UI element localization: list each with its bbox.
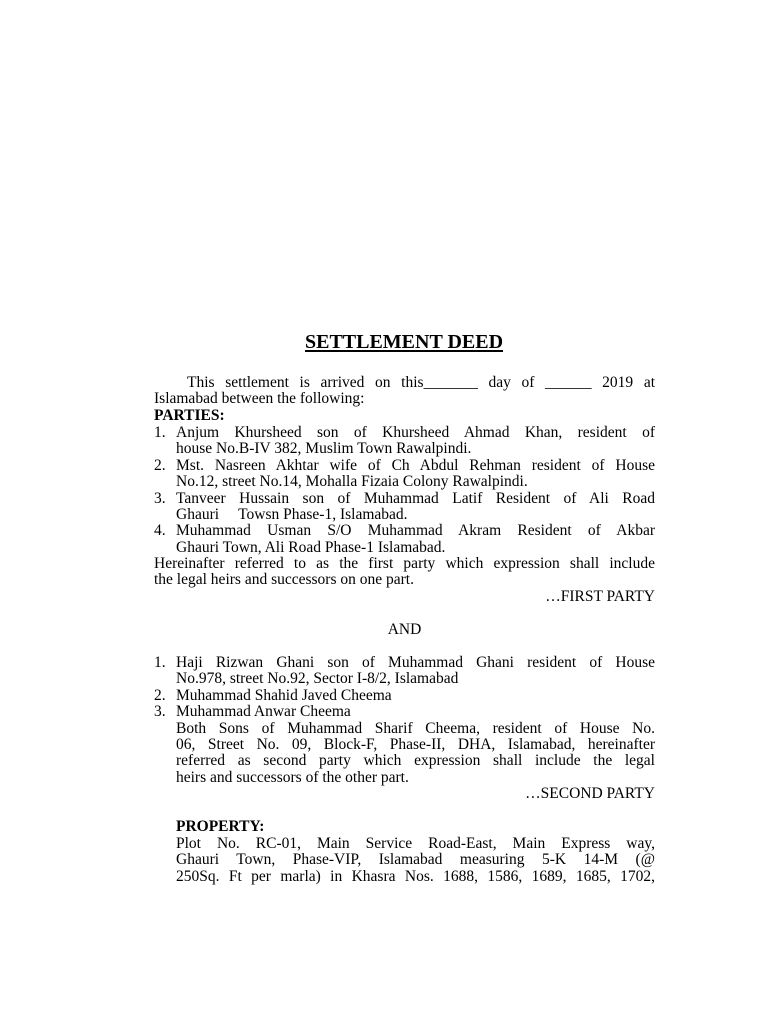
note-line-3: referred as second party which expression shall include the legal (176, 752, 655, 770)
item-line-1: Muhammad Anwar Cheema (176, 703, 351, 721)
item-line-1: Mst. Nasreen Akhtar wife of Ch Abdul Rehman resident of House (176, 456, 655, 474)
note-line-1: Hereinafter referred to as the first party which expression shall include (154, 555, 655, 572)
intro-line-1: This settlement is arrived on this_______ day of ______ 2019 at (187, 374, 655, 391)
intro-paragraph (154, 375, 655, 408)
item-number: 2. (154, 686, 166, 704)
first-party-item-3 (154, 491, 655, 524)
item-number: 4. (154, 522, 166, 540)
and-label: AND (387, 621, 422, 638)
second-parties-list (154, 655, 655, 786)
item-line-2: Ghauri Town, Ali Road Phase-1 Islamabad. (176, 538, 446, 556)
item-number: 1. (154, 654, 166, 671)
item-line-1: Muhammad Usman S/O Muhammad Akram Resident of Akbar (176, 522, 655, 540)
parties-heading: PARTIES: (154, 407, 225, 424)
first-party-item-4 (154, 523, 655, 556)
item-line-2: Ghauri Towsn Phase-1, Islamabad. (176, 506, 408, 524)
property-heading: PROPERTY: (176, 818, 265, 835)
item-number: 2. (154, 456, 166, 474)
second-party-note (154, 721, 655, 787)
property-line-2: Ghauri Town, Phase-VIP, Islamabad measuring 5-K 14-M (@ (176, 851, 655, 869)
note-line-2: 06, Street No. 09, Block-F, Phase-II, DHA, Islamabad, hereinafter (176, 736, 655, 754)
note-line-1: Both Sons of Muhammad Sharif Cheema, resident of House No. (176, 719, 655, 737)
note-line-4: heirs and successors of the other part. (176, 768, 409, 786)
second-party-item-1 (154, 655, 655, 688)
second-party-label: …SECOND PARTY (525, 785, 655, 802)
item-line-1: Muhammad Shahid Javed Cheema (176, 686, 392, 704)
item-line-2: No.12, street No.14, Mohalla Fizaia Colony Rawalpindi. (176, 473, 528, 491)
property-line-3: 250Sq. Ft per marla) in Khasra Nos. 1688, 1586, 1689, 1685, 1702, (176, 867, 655, 885)
item-number: 3. (154, 703, 166, 721)
item-number: 3. (154, 489, 166, 507)
intro-line-2: Islamabad between the following: (154, 390, 365, 408)
item-line-1: Haji Rizwan Ghani son of Muhammad Ghani resident of House (176, 654, 655, 671)
first-party-item-2 (154, 458, 655, 491)
item-line-1: Tanveer Hussain son of Muhammad Latif Resident of Ali Road (176, 489, 655, 507)
first-parties-list (154, 425, 655, 556)
property-line-1: Plot No. RC-01, Main Service Road-East, Main Express way, (176, 835, 655, 852)
document-title: SETTLEMENT DEED (304, 331, 504, 353)
first-party-label: …FIRST PARTY (545, 588, 655, 605)
item-line-2: house No.B-IV 382, Muslim Town Rawalpindi. (176, 440, 472, 458)
second-party-item-3 (154, 704, 655, 720)
item-number: 1. (154, 424, 166, 441)
item-line-1: Anjum Khursheed son of Khursheed Ahmad Khan, resident of (176, 424, 655, 441)
note-line-2: the legal heirs and successors on one part. (154, 571, 414, 589)
property-description (176, 836, 655, 885)
first-party-note (154, 556, 655, 589)
second-party-item-2 (154, 688, 655, 704)
first-party-item-1 (154, 425, 655, 458)
item-line-2: No.978, street No.92, Sector I-8/2, Islamabad (176, 670, 459, 688)
